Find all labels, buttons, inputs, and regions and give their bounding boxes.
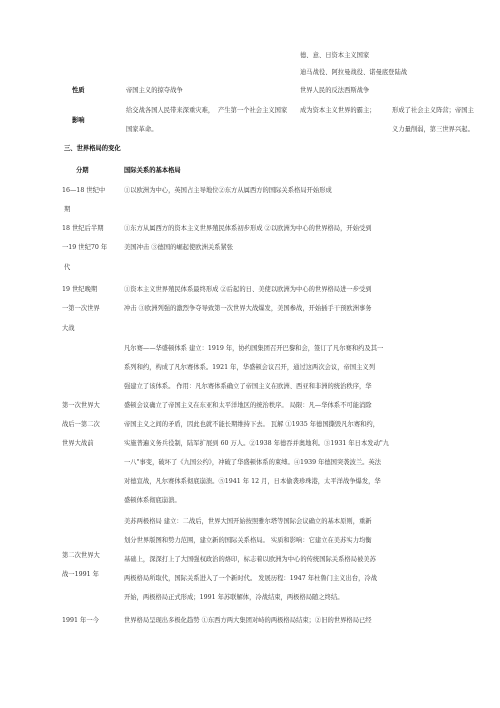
period-postwar-line2: 战一1991 年 (62, 571, 99, 578)
pattern-r1: ①以欧洲为中心，英国占主导地位②东方从属西方的国际关系格局开始形成 (124, 187, 332, 194)
cell-right-2: 迪马战役、阿拉曼战役、诺曼底登陆战 (300, 69, 408, 76)
interwar-line-6: 实施普遍义务兵役制，陆军扩展到 60 万人。②1938 年德吞并奥地利。③1931 年日本发动"九 (124, 440, 390, 447)
postwar-line-3: 基础上，深深打上了大国强权政治的烙印，标志着以欧洲为中心的传统国际关系格局被美苏 (124, 556, 376, 563)
column-header-pattern: 国际关系的基本格局 (124, 167, 181, 174)
interwar-line-3: 强建立了该体系。 作用：凡尔赛体系确立了帝国主义在欧洲、西亚和非洲的统治秩序，华 (124, 383, 372, 390)
interwar-line-5: 帝国主义之间的矛盾，因此也就不能长期维持下去。 瓦解 ①1935 年德国撕毁凡尔赛和约， (124, 421, 380, 428)
period-postwar-line1: 第二次世界大 (62, 552, 100, 559)
interwar-line-8: 对德宣战，凡尔赛体系彻底崩溃。⑤1941 年 12 月，日本偷袭珍珠港，太平洋战争爆发，华 (124, 478, 381, 485)
pattern-r2-line2: 美国冲击 ③德国的崛起使欧洲关系紧张 (124, 244, 234, 251)
period-r2-line3: 代 (64, 264, 71, 271)
period-r3-line1: 19 世纪晚期 (62, 286, 98, 293)
effect-mid-3: 形成了社会主义阵营； (392, 107, 455, 114)
postwar-line-1: 美苏两极格局 建立：二战后，世界大国开始按照雅尔塔等国际会议确立的基本原则，重新 (124, 518, 372, 525)
period-interwar-line3: 世界大战前 (62, 440, 94, 447)
cell-right-1: 德、意、日资本主义国家 (300, 52, 370, 59)
effect-right-2: 义力量削弱，第三世界兴起。 (392, 126, 474, 133)
period-r3-line3: 大战 (62, 325, 75, 332)
nature-right: 世界人民的反法西斯战争 (300, 87, 370, 94)
pattern-r2-line1: ①东方从属西方的资本主义世界殖民体系初步形成 ②以欧洲为中心的世界格局，开始受到 (124, 225, 372, 232)
interwar-line-1: 凡尔赛——华盛顿体系 建立：1919 年，协约国集团召开巴黎和会，签订了凡尔赛和约及其一 (124, 345, 384, 352)
period-r2-line2: 一19 世纪70 年 (62, 244, 108, 251)
period-r3-line2: 一第一次世界 (62, 305, 100, 312)
postwar-line-2: 划分世界版图和势力范围，建立新的国际关系格局。 实质和影响：它建立在美苏实力均衡 (124, 537, 372, 544)
period-last: 1991 年一今 (62, 617, 99, 624)
effect-mid-2: 成为资本主义世界的霸主； (300, 107, 376, 114)
interwar-line-7: 一八"事变，破坏了《九国公约》，冲破了华盛顿体系的束缚。④1939 年德国突袭波兰。英法 (124, 459, 382, 466)
period-r1-line1: 16—18 世纪中 (62, 187, 106, 194)
interwar-line-9: 盛顿体系彻底崩溃。 (124, 497, 181, 504)
row-label-effect: 影响 (72, 117, 85, 124)
pattern-r3-line2: 冲击 ③欧洲列强的激烈争夺导致第一次世界大战爆发，美国参战，开始插手干预欧洲事务 (124, 305, 372, 312)
postwar-line-4: 两极格局所取代，国际关系进入了一个新时代。 发展历程：1947 年杜鲁门主义出台，冷战 (124, 575, 378, 582)
interwar-line-4: 盛顿会议确立了帝国主义在东亚和太平洋地区的统治秩序。 局限：凡—华体系不可能消除 (124, 402, 372, 409)
section-heading: 三、世界格局的变化 (64, 145, 121, 152)
period-r1-line2: 期 (64, 206, 71, 213)
period-interwar-line2: 战后一第二次 (62, 421, 100, 428)
period-interwar-line1: 第一次世界大 (62, 402, 100, 409)
effect-mid-1: 产生第一个社会主义国家 (218, 107, 288, 114)
postwar-line-5: 开始，两极格局正式形成；1991 年苏联解体，冷战结束，两极格局随之终结。 (124, 594, 344, 601)
effect-right-1: 帝国主 (455, 107, 474, 114)
effect-left-2: 国家革命。 (126, 126, 158, 133)
column-header-period: 分期 (76, 167, 89, 174)
period-r2-line1: 18 世纪后半期 (62, 225, 104, 232)
pattern-r3-line1: ①资本主义世界殖民体系最终形成 ②后起的日、美使以欧洲为中心的世界格局进一步受到 (124, 286, 372, 293)
pattern-last: 世界格局呈现出多极化趋势 ①东西方两大集团对峙的两极格局结束；②旧的世界格局已经 (124, 617, 372, 624)
row-label-nature: 性质 (72, 87, 85, 94)
nature-left: 帝国主义的掠夺战争 (126, 87, 183, 94)
interwar-line-2: 系列和约，构成了凡尔赛体系。1921 年，华盛顿会议召开，通过这两次会议，帝国主义列 (124, 364, 376, 371)
effect-left-1: 给交战各国人民带来深重灾难， (126, 107, 215, 114)
